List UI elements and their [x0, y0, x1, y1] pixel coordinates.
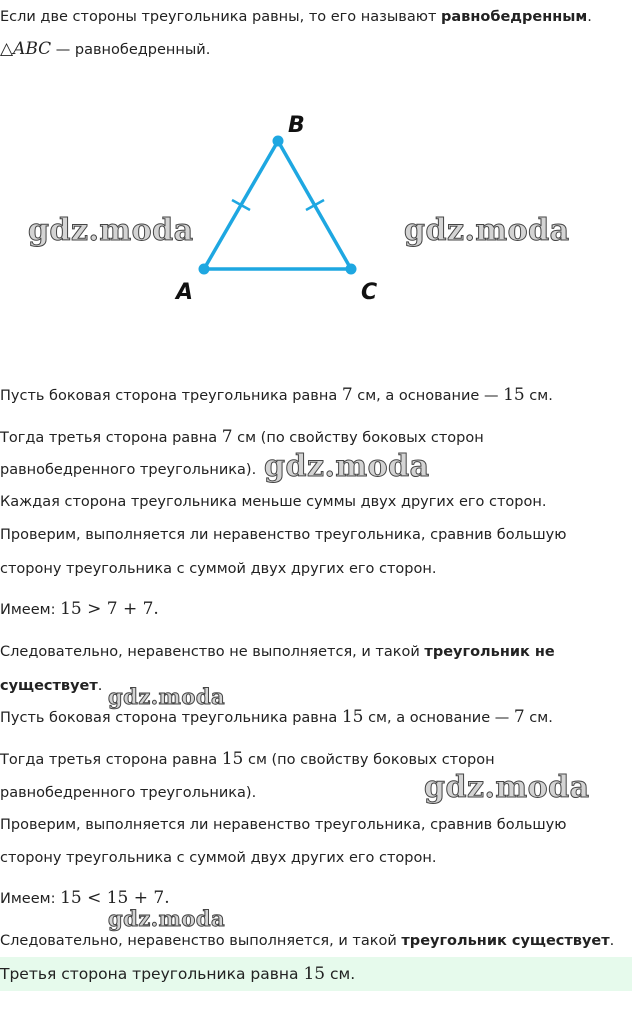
case1-line-9: существует. [0, 678, 103, 694]
case1-line-3: равнобедренного треугольника). [0, 462, 257, 478]
case2-line-1: Пусть боковая сторона треугольника равна 15 см, а основание — 7 см. [0, 707, 553, 727]
triangle-name: ABC [13, 39, 52, 59]
vertex-label-c: C [361, 280, 378, 305]
case1-line-1: Пусть боковая сторона треугольника равна 7 см, а основание — 15 см. [0, 385, 553, 405]
case2-line-4: Проверим, выполняется ли неравенство треугольника, сравнив большую [0, 817, 567, 833]
case2-line-2: Тогда третья сторона равна 15 см (по свойству боковых сторон [0, 749, 495, 769]
vertex-b-point [273, 136, 284, 147]
vertex-label-a: A [176, 280, 194, 305]
triangle-symbol: △ [0, 39, 14, 59]
watermark: gdz.moda [108, 684, 226, 709]
case1-line-4: Каждая сторона треугольника меньше суммы двух других его сторон. [0, 494, 547, 510]
intro-line-2: △ABC — равнобедренный. [0, 39, 211, 59]
case1-line-5: Проверим, выполняется ли неравенство треугольника, сравнив большую [0, 527, 567, 543]
watermark: gdz.moda [28, 213, 194, 248]
tick-ab [232, 200, 250, 210]
case2-line-7: Следовательно, неравенство выполняется, и такой треугольник существует. [0, 933, 615, 949]
term-isosceles: равнобедренным [441, 9, 588, 25]
case1-line-2: Тогда третья сторона равна 7 см (по свойству боковых сторон [0, 427, 484, 447]
case2-line-3: равнобедренного треугольника). [0, 785, 257, 801]
vertex-c-point [346, 264, 357, 275]
watermark: gdz.moda [424, 770, 590, 805]
intro-line-1: Если две стороны треугольника равны, то его называют равнобедренным. [0, 9, 592, 25]
vertex-label-b: B [288, 113, 305, 138]
case2-line-6: Имеем: 15 < 15 + 7. [0, 888, 170, 908]
triangle-figure [0, 0, 632, 330]
case1-line-7: Имеем: 15 > 7 + 7. [0, 599, 159, 619]
answer-box [0, 957, 632, 991]
case1-line-6: сторону треугольника с суммой двух других его сторон. [0, 561, 437, 577]
inequality: 15 < 15 + 7. [60, 888, 170, 908]
vertex-a-point [199, 264, 210, 275]
inequality: 15 > 7 + 7. [60, 599, 159, 619]
case2-line-5: сторону треугольника с суммой двух других его сторон. [0, 850, 437, 866]
watermark: gdz.moda [404, 213, 570, 248]
case1-line-8: Следовательно, неравенство не выполняется, и такой треугольник не [0, 644, 555, 660]
answer-text: Третья сторона треугольника равна 15 см. [0, 964, 356, 984]
watermark: gdz.moda [264, 449, 430, 484]
watermark: gdz.moda [108, 906, 226, 931]
